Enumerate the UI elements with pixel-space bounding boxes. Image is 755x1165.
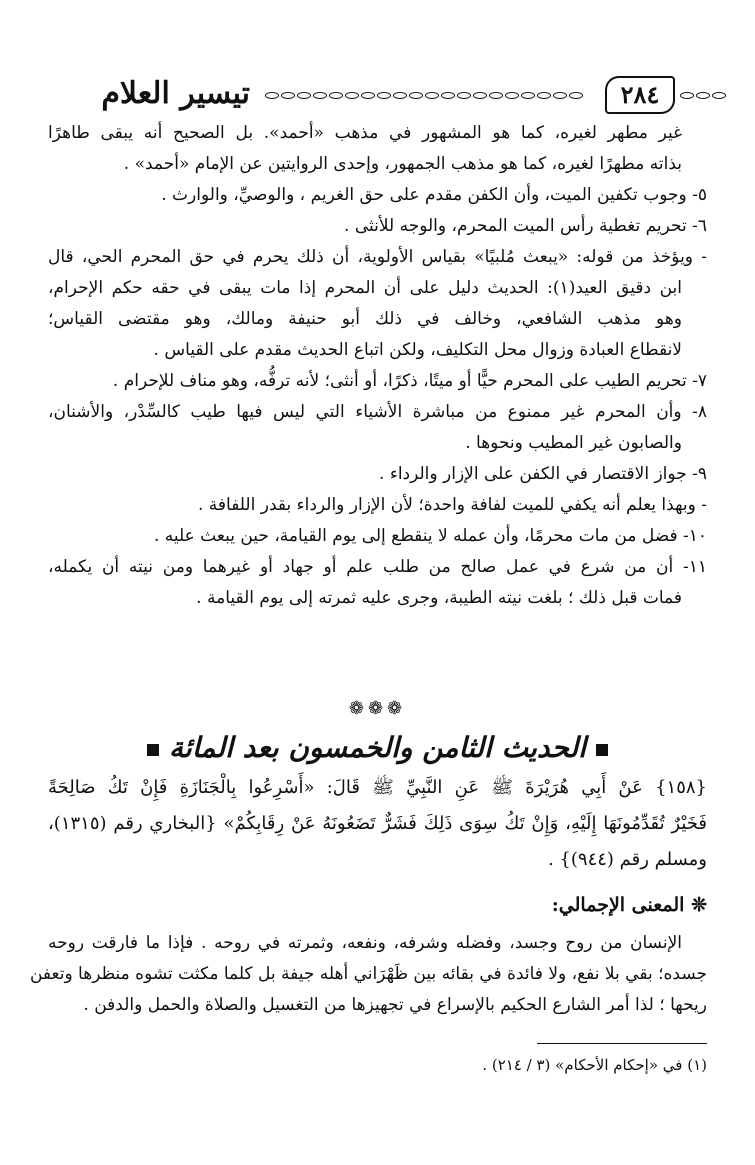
text-line: وهو مذهب الشافعي، وخالف في ذلك أبو حنيفة ومالك، وهو مقتضى القياس؛ (48, 309, 682, 329)
footnote-divider (537, 1043, 707, 1044)
text-line: لانقطاع العبادة وزوال محل التكليف، ولكن اتباع الحديث مقدم على القياس . (153, 340, 682, 360)
text-line: فمات قبل ذلك ؛ بلغت نيته الطيبة، وجرى عليه ثمرته إلى يوم القيامة . (196, 588, 682, 608)
hadith-line: {١٥٨} عَنْ أَبِي هُرَيْرَةَ ﷺ عَنِ النَّبِيِّ ﷺ قَالَ: «أَسْرِعُوا بِالْجَنَازَةِ فَإِنْ تَكُ صَالِحَةً (48, 777, 707, 798)
hadith-line: فَخَيْرٌ تُقَدِّمُونَهَا إِلَيْهِ، وَإِنْ تَكُ سِوَى ذَلِكَ فَشَرٌّ تَضَعُونَهُ عَنْ رِقَابِكُمْ» {البخاري رقم (١٣١٥)، (48, 813, 707, 834)
text-line: - وبهذا يعلم أنه يكفي للميت لفافة واحدة؛ لأن الإزار والرداء بقدر اللفافة . (197, 495, 707, 515)
page-number: ٢٨٤ (605, 76, 675, 114)
section-heading: ❊ المعنى الإجمالي: (551, 894, 707, 916)
text-line: جسده؛ بقي بلا نفع، ولا فائدة في بقائه بين ظَهْرَاني أهله جيفة بل كلما مكثت تشوه منظرها وتعفن (29, 964, 707, 984)
text-line: ٨- وأن المحرم غير ممنوع من مباشرة الأشياء التي ليس فيها طيب كالسِّدْر، والأشنان، (48, 402, 707, 422)
header-ornament (265, 92, 595, 100)
square-bullet-icon (147, 744, 159, 756)
page-header (40, 72, 715, 118)
header-ornament-small (680, 92, 726, 100)
hadith-title-text: الحديث الثامن والخمسون بعد المائة (169, 731, 586, 764)
text-line: ٩- جواز الاقتصار في الكفن على الإزار والرداء . (379, 464, 707, 484)
text-line: ريحها ؛ لذا أمر الشارع الحكيم بالإسراع في تجهيزها من التغسيل والصلاة والحمل والدفن . (83, 995, 707, 1015)
text-line: ١٠- فضل من مات محرمًا، وأن عمله لا ينقطع إلى يوم القيامة، حين يبعث عليه . (153, 526, 707, 546)
text-line: ابن دقيق العيد(١): الحديث دليل على أن المحرم إذا مات يبقى في حقه حكم الإحرام، (48, 278, 682, 298)
square-bullet-icon (596, 744, 608, 756)
body-text (48, 118, 707, 614)
text-line: ٧- تحريم الطيب على المحرم حيًّا أو ميتًا، ذكرًا، أو أنثى؛ لأنه ترفُّه، وهو مناف للإحرام . (112, 371, 707, 391)
text-line: والصابون غير المطيب ونحوها . (465, 433, 682, 453)
hadith-text (48, 770, 707, 878)
section-body (29, 928, 707, 1021)
book-title: تيسير العلام (101, 76, 250, 111)
footnote: (١) في «إحكام الأحكام» (٣ / ٢١٤) . (482, 1056, 707, 1074)
text-line: غير مطهر لغيره، كما هو المشهور في مذهب «أحمد». بل الصحيح أنه يبقى طاهرًا (48, 123, 682, 143)
text-line: ٥- وجوب تكفين الميت، وأن الكفن مقدم على حق الغريم ، والوصيِّ، والوارث . (161, 185, 707, 205)
text-line: الإنسان من روح وجسد، وفضله وشرفه، ونفعه، وثمرته في روحه . فإذا ما فارقت روحه (48, 933, 682, 953)
hadith-line: ومسلم رقم (٩٤٤)} . (547, 849, 707, 870)
text-line: - ويؤخذ من قوله: «يبعث مُلبيًا» بقياس الأولوية، أن ذلك يحرم في حق المحرم الحي، قال (48, 247, 707, 267)
text-line: ٦- تحريم تغطية رأس الميت المحرم، والوجه للأنثى . (344, 216, 707, 236)
text-line: ١١- أن من شرع في عمل صالح من طلب علم أو جهاد أو غيرهما ومن نيته أن يكمله، (48, 557, 707, 577)
hadith-title (40, 728, 715, 768)
text-line: بذاته مطهرًا لغيره، كما هو مذهب الجمهور، وإحدى الروايتين عن الإمام «أحمد» . (123, 154, 682, 174)
section-divider: ❁❁❁ (348, 698, 407, 719)
